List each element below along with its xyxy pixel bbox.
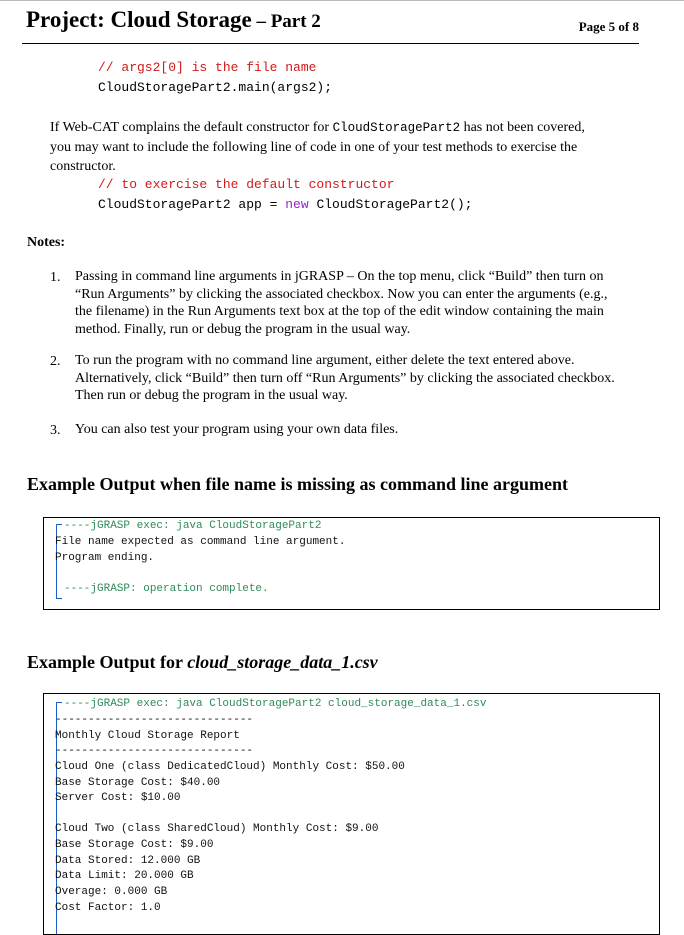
class-name-inline: CloudStoragePart2 — [332, 121, 461, 135]
output-line: Cost Factor: 1.0 — [55, 902, 161, 914]
run-bracket-bottom — [56, 598, 62, 599]
output-line: ------------------------------ — [55, 745, 254, 757]
example-1-heading: Example Output when file name is missing as command line argument — [27, 474, 569, 494]
page-title: Project: Cloud Storage – Part 2 — [26, 7, 321, 32]
page-number: Page 5 of 8 — [578, 19, 639, 34]
output-line: File name expected as command line argument. — [55, 536, 346, 548]
paragraph-line-1: If Web-CAT complains the default constructor for CloudStoragePart2 has not been covered, — [50, 120, 585, 135]
exec-line: ----jGRASP exec: java CloudStoragePart2 cloud_storage_data_1.csv — [64, 698, 487, 710]
output-line: Data Stored: 12.000 GB — [55, 855, 201, 867]
example-2-heading: Example Output for cloud_storage_data_1.csv — [27, 652, 378, 672]
example-1-output-box — [43, 517, 660, 610]
code-comment-constructor: // to exercise the default constructor — [98, 177, 395, 192]
output-line: Monthly Cloud Storage Report — [55, 730, 240, 742]
output-line: Server Cost: $10.00 — [55, 792, 181, 804]
paragraph-line-3: constructor. — [50, 159, 116, 174]
exec-line: ----jGRASP exec: java CloudStoragePart2 — [64, 520, 322, 532]
output-line: Base Storage Cost: $40.00 — [55, 777, 221, 789]
note-1-text: Passing in command line arguments in jGRASP – On the top menu, click “Build” then turn on “Run Arguments” by clicking the associated checkbox. Now you can enter the arguments (e.g., the filename) in the Run Arguments text box at the top of the edit window containing the main method. Finally, run or debug the program in the usual way. — [75, 269, 608, 337]
output-line — [55, 807, 62, 823]
header-rule — [22, 43, 639, 44]
output-line: Program ending. — [55, 552, 155, 564]
output-line: Base Storage Cost: $9.00 — [55, 839, 214, 851]
output-line: Overage: 0.000 GB — [55, 886, 168, 898]
output-line: Cloud Two (class SharedCloud) Monthly Cost: $9.00 — [55, 823, 379, 835]
page-top-border — [0, 0, 684, 1]
example-2-output-box — [43, 693, 660, 935]
note-3-text: You can also test your program using your own data files. — [75, 422, 399, 437]
output-line: ------------------------------ — [55, 714, 254, 726]
output-line: Cloud One (class DedicatedCloud) Monthly Cost: $50.00 — [55, 761, 405, 773]
output-line: Data Limit: 20.000 GB — [55, 870, 194, 882]
code-constructor-line: CloudStoragePart2 app = new CloudStoragePart2(); — [98, 197, 473, 212]
notes-label: Notes: — [27, 235, 66, 250]
paragraph-line-2: you may want to include the following line of code in one of your test methods to exercise the — [50, 140, 578, 155]
complete-line: ----jGRASP: operation complete. — [64, 583, 269, 595]
note-2-number: 2. — [50, 354, 61, 369]
note-2-text: To run the program with no command line argument, either delete the text entered above. Alternatively, click “Build” then turn off “Run Arguments” by clicking the associated checkbox. Then run or debug the program in the usual way. — [75, 353, 615, 403]
code-main-call: CloudStoragePart2.main(args2); — [98, 80, 333, 95]
note-3-number: 3. — [50, 423, 61, 438]
note-1-number: 1. — [50, 270, 61, 285]
code-comment-args: // args2[0] is the file name — [98, 60, 317, 75]
